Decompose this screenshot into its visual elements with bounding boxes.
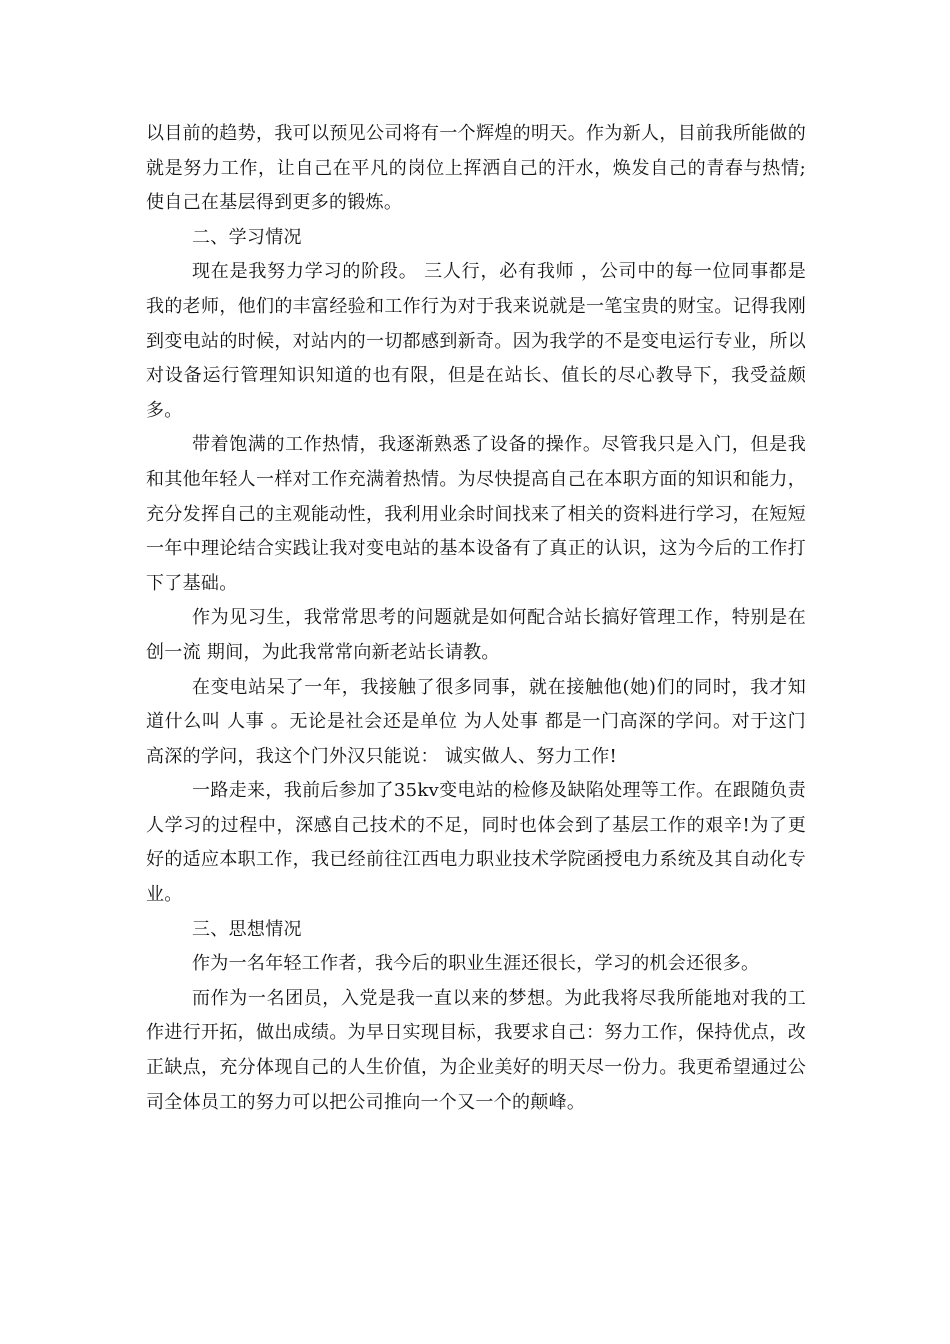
paragraph-study-2: 带着饱满的工作热情，我逐渐熟悉了设备的操作。尽管我只是入门，但是我和其他年轻人一样对工作充满着热情。为尽快提高自己在本职方面的知识和能力，充分发挥自己的主观能动性，我利用业余时间找来了相关的资料进行学习，在短短一年中理论结合实践让我对变电站的基本设备有了真正的认识，这为今后的工作打下了基础。 [146,434,806,594]
paragraph-study-1: 现在是我努力学习的阶段。 三人行，必有我师 ，公司中的每一位同事都是我的老师，他们的丰富经验和工作行为对于我来说就是一笔宝贵的财宝。记得我刚到变电站的时候，对站内的一切都感到新奇。因为我学的不是变电运行专业，所以对设备运行管理知识知道的也有限，但是在站长、值长的尽心教导下，我受益颇多。 [146,261,806,421]
section-heading-study: 二、学习情况 [192,226,302,248]
document-body [146,117,806,1120]
paragraph-study-3: 作为见习生，我常常思考的问题就是如何配合站长搞好管理工作，特别是在 创一流 期间，为此我常常向新老站长请教。 [146,607,806,663]
paragraph-thought-1: 作为一名年轻工作者，我今后的职业生涯还很长，学习的机会还很多。 [192,953,760,975]
paragraph-thought-2: 而作为一名团员，入党是我一直以来的梦想。为此我将尽我所能地对我的工作进行开拓，做出成绩。为早日实现目标，我要求自己：努力工作，保持优点，改正缺点，充分体现自己的人生价值，为企业美好的明天尽一份力。我更希望通过公司全体员工的努力可以把公司推向一个又一个的颠峰。 [146,987,806,1113]
paragraph-intro-continued: 以目前的趋势，我可以预见公司将有一个辉煌的明天。作为新人，目前我所能做的就是努力工作，让自己在平凡的岗位上挥洒自己的汗水，焕发自己的青春与热情;使自己在基层得到更多的锻炼。 [146,123,806,214]
paragraph-study-4: 在变电站呆了一年，我接触了很多同事，就在接触他(她)们的同时，我才知道什么叫 人事 。无论是社会还是单位 为人处事 都是一门高深的学问。对于这门高深的学问，我这个门外汉只能说： 诚实做人、努力工作! [146,676,806,767]
section-heading-thought: 三、思想情况 [192,918,302,940]
paragraph-study-5: 一路走来，我前后参加了35kv变电站的检修及缺陷处理等工作。在跟随负责人学习的过程中，深感自己技术的不足，同时也体会到了基层工作的艰辛!为了更好的适应本职工作，我已经前往江西电力职业技术学院函授电力系统及其自动化专业。 [146,780,806,906]
